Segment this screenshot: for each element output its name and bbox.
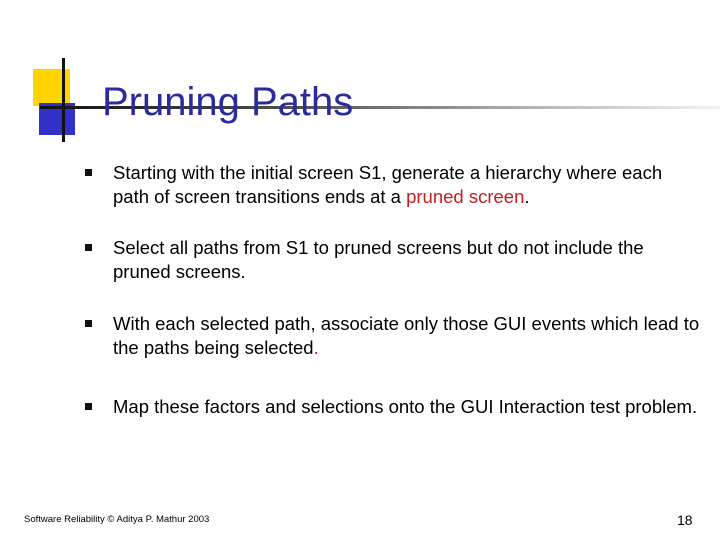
bullet-square-icon <box>85 244 92 251</box>
bullet-text-part: Map these factors and selections onto the GUI Interaction test problem. <box>113 396 698 417</box>
bullet-text-part: Select all paths from S1 to pruned screens but do not include the pruned screens. <box>113 237 644 282</box>
decor-vertical-line <box>62 58 65 142</box>
bullet-text-highlight: . <box>313 337 319 358</box>
bullet-text <box>113 395 703 419</box>
bullet-text-part: . <box>524 186 530 207</box>
bullet-text <box>113 312 703 360</box>
bullet-text <box>113 161 703 209</box>
bullet-square-icon <box>85 320 92 327</box>
bullet-square-icon <box>85 169 92 176</box>
bullet-text-highlight: pruned screen <box>406 186 525 207</box>
bullet-text-part: Starting with the initial screen S1, generate a hierarchy where each path of screen transitions ends at a <box>113 162 663 207</box>
footer-text: Software Reliability © Aditya P. Mathur 2003 <box>24 514 210 525</box>
bullet-text-part: With each selected path, associate only those GUI events which lead to the paths being selected <box>113 313 700 358</box>
bullet-square-icon <box>85 403 92 410</box>
slide-title: Pruning Paths <box>102 80 354 124</box>
bullet-text <box>113 236 703 284</box>
page-number: 18 <box>677 512 693 528</box>
